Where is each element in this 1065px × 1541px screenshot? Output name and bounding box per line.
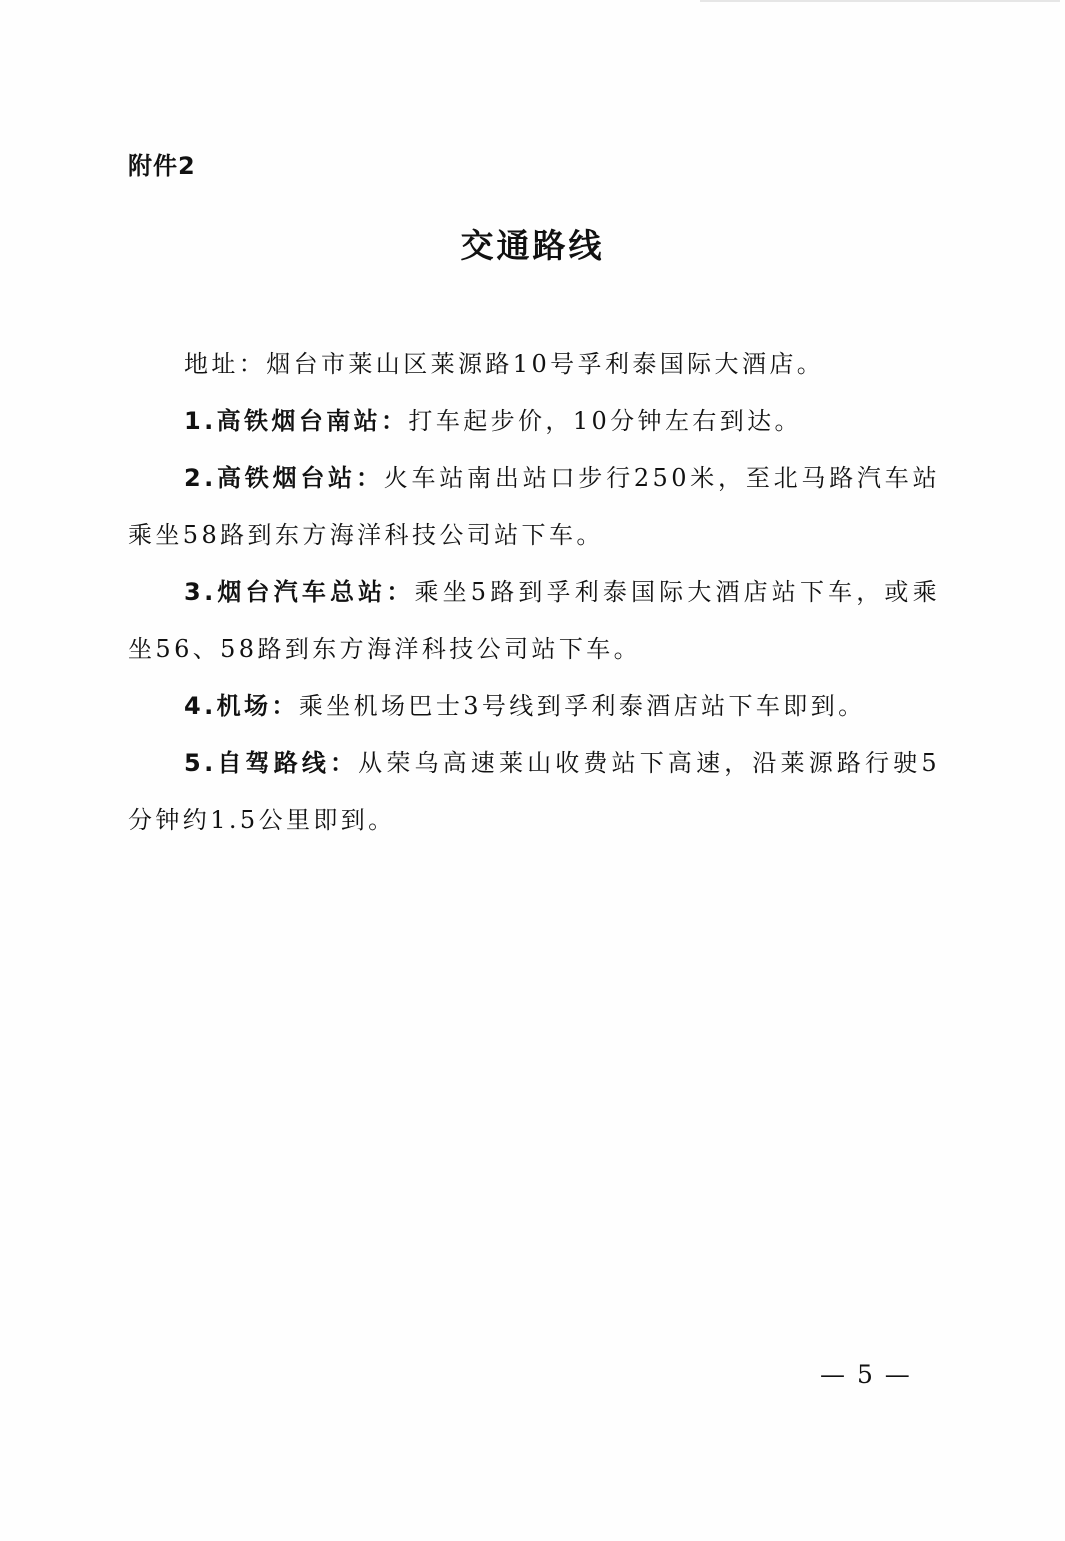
route-item-4-text: 乘坐机场巴士3号线到孚利泰酒店站下车即到。: [298, 692, 866, 720]
page-title: 交通路线: [460, 226, 605, 265]
route-item-1-text: 打车起步价，10分钟左右到达。: [408, 407, 802, 435]
route-item-5-heading: 5.自驾路线：: [184, 749, 359, 777]
route-item-3-text: 乘坐5路到孚利泰国际大酒店站下车，或乘坐56、58路到东方海洋科技公司站下车。: [128, 578, 940, 663]
scan-edge-line: [700, 0, 1060, 2]
route-item-1: [128, 393, 940, 450]
route-item-4-heading: 4.机场：: [184, 692, 299, 720]
attachment-label: 附件2: [128, 152, 196, 180]
route-item-5-text: 从荣乌高速莱山收费站下高速，沿莱源路行驶5分钟约1.5公里即到。: [128, 749, 940, 834]
address-paragraph: 地址：烟台市莱山区莱源路10号孚利泰国际大酒店。: [184, 350, 825, 378]
route-item-3: [128, 564, 940, 678]
route-item-1-heading: 1.高铁烟台南站：: [184, 407, 409, 435]
route-item-3-heading: 3.烟台汽车总站：: [184, 578, 415, 606]
route-item-2-text: 火车站南出站口步行250米，至北马路汽车站乘坐58路到东方海洋科技公司站下车。: [128, 464, 940, 549]
route-item-5: [128, 735, 940, 849]
route-item-2: [128, 450, 940, 564]
document-body: [128, 336, 940, 849]
route-item-2-heading: 2.高铁烟台站：: [184, 464, 384, 492]
page-number: — 5 —: [820, 1360, 912, 1389]
route-item-4: [128, 678, 940, 735]
